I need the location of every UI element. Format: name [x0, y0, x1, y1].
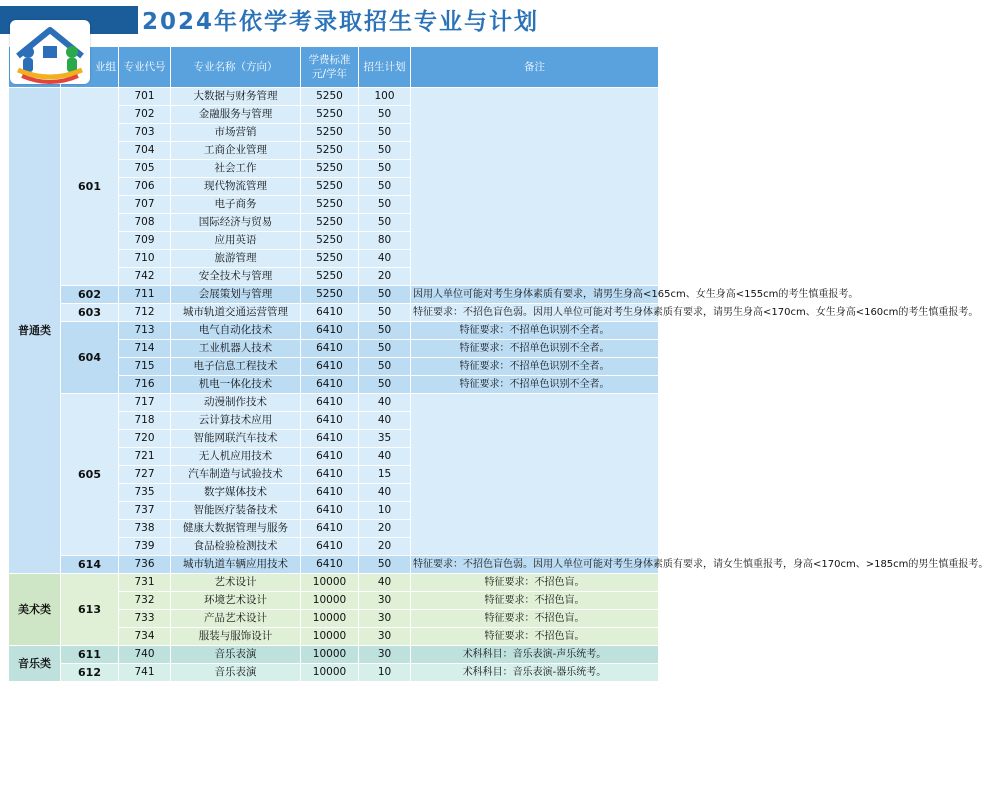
cell-code: 716 [119, 376, 171, 394]
cell-plan: 30 [359, 592, 411, 610]
cell-fee: 6410 [301, 502, 359, 520]
cell-plan: 20 [359, 268, 411, 286]
cell-plan: 50 [359, 124, 411, 142]
cell-fee: 6410 [301, 538, 359, 556]
cell-code: 706 [119, 178, 171, 196]
cell-code: 733 [119, 610, 171, 628]
cell-fee: 5250 [301, 250, 359, 268]
cell-code: 711 [119, 286, 171, 304]
cell-code: 720 [119, 430, 171, 448]
cell-note [411, 88, 659, 286]
cell-name: 机电一体化技术 [171, 376, 301, 394]
header-name: 专业名称（方向） [171, 47, 301, 88]
cell-note [411, 394, 659, 556]
cell-fee: 6410 [301, 340, 359, 358]
cell-fee: 6410 [301, 520, 359, 538]
cell-fee: 5250 [301, 88, 359, 106]
header-fee: 学费标准 元/学年 [301, 47, 359, 88]
cell-code: 709 [119, 232, 171, 250]
table-row [9, 646, 659, 664]
cell-plan: 50 [359, 340, 411, 358]
cell-code: 712 [119, 304, 171, 322]
cell-code: 740 [119, 646, 171, 664]
table-row [9, 88, 659, 106]
group-614: 614 [61, 556, 119, 574]
cell-note: 特征要求：不招单色识别不全者。 [411, 322, 659, 340]
cell-name: 应用英语 [171, 232, 301, 250]
cell-note: 特征要求：不招色盲。 [411, 592, 659, 610]
cell-note: 特征要求：不招色盲色弱。因用人单位可能对考生身体素质有要求，请女生慎重报考，身高<170cm、>185cm的男生慎重报考。 [411, 556, 659, 574]
cell-name: 艺术设计 [171, 574, 301, 592]
cell-plan: 40 [359, 448, 411, 466]
cell-plan: 50 [359, 286, 411, 304]
cell-name: 服装与服饰设计 [171, 628, 301, 646]
cell-name: 电子商务 [171, 196, 301, 214]
cell-code: 718 [119, 412, 171, 430]
cell-note: 特征要求：不招色盲色弱。因用人单位可能对考生身体素质有要求，请男生身高<170cm、女生身高<160cm的考生慎重报考。 [411, 304, 659, 322]
cell-plan: 100 [359, 88, 411, 106]
cell-note: 特征要求：不招单色识别不全者。 [411, 376, 659, 394]
table-row [9, 286, 659, 304]
cell-name: 市场营销 [171, 124, 301, 142]
cell-name: 云计算技术应用 [171, 412, 301, 430]
cell-plan: 30 [359, 628, 411, 646]
cell-name: 音乐表演 [171, 664, 301, 682]
cell-plan: 15 [359, 466, 411, 484]
group-611: 611 [61, 646, 119, 664]
cell-name: 动漫制作技术 [171, 394, 301, 412]
header-plan: 招生计划 [359, 47, 411, 88]
cell-code: 739 [119, 538, 171, 556]
cell-name: 城市轨道车辆应用技术 [171, 556, 301, 574]
table-header-row [9, 47, 659, 88]
cell-code: 736 [119, 556, 171, 574]
cell-name: 汽车制造与试验技术 [171, 466, 301, 484]
group-601: 601 [61, 88, 119, 286]
cell-fee: 5250 [301, 214, 359, 232]
cell-code: 738 [119, 520, 171, 538]
cell-plan: 50 [359, 142, 411, 160]
cell-plan: 20 [359, 538, 411, 556]
category-art: 美术类 [9, 574, 61, 646]
cell-name: 城市轨道交通运营管理 [171, 304, 301, 322]
cell-name: 音乐表演 [171, 646, 301, 664]
cell-plan: 10 [359, 664, 411, 682]
cell-plan: 40 [359, 574, 411, 592]
cell-code: 703 [119, 124, 171, 142]
cell-plan: 50 [359, 196, 411, 214]
cell-name: 国际经济与贸易 [171, 214, 301, 232]
cell-fee: 5250 [301, 268, 359, 286]
cell-name: 工业机器人技术 [171, 340, 301, 358]
cell-name: 电气自动化技术 [171, 322, 301, 340]
cell-plan: 30 [359, 646, 411, 664]
cell-plan: 80 [359, 232, 411, 250]
cell-note: 特征要求：不招色盲。 [411, 610, 659, 628]
cell-note: 特征要求：不招色盲。 [411, 574, 659, 592]
group-613: 613 [61, 574, 119, 646]
category-music: 音乐类 [9, 646, 61, 682]
cell-name: 安全技术与管理 [171, 268, 301, 286]
cell-fee: 5250 [301, 178, 359, 196]
group-605: 605 [61, 394, 119, 556]
cell-name: 食品检验检测技术 [171, 538, 301, 556]
cell-name: 旅游管理 [171, 250, 301, 268]
cell-code: 737 [119, 502, 171, 520]
cell-name: 智能网联汽车技术 [171, 430, 301, 448]
cell-name: 工商企业管理 [171, 142, 301, 160]
cell-code: 704 [119, 142, 171, 160]
cell-note: 术科科目：音乐表演-声乐统考。 [411, 646, 659, 664]
cell-plan: 50 [359, 106, 411, 124]
cell-code: 702 [119, 106, 171, 124]
cell-name: 产品艺术设计 [171, 610, 301, 628]
table-row [9, 304, 659, 322]
cell-code: 727 [119, 466, 171, 484]
cell-code: 742 [119, 268, 171, 286]
cell-code: 705 [119, 160, 171, 178]
cell-name: 大数据与财务管理 [171, 88, 301, 106]
cell-fee: 6410 [301, 304, 359, 322]
cell-fee: 10000 [301, 646, 359, 664]
cell-fee: 6410 [301, 376, 359, 394]
cell-fee: 6410 [301, 484, 359, 502]
cell-fee: 5250 [301, 124, 359, 142]
group-604: 604 [61, 322, 119, 394]
cell-code: 717 [119, 394, 171, 412]
cell-fee: 5250 [301, 106, 359, 124]
cell-plan: 50 [359, 214, 411, 232]
cell-code: 731 [119, 574, 171, 592]
admission-plan-table [8, 46, 988, 682]
cell-fee: 6410 [301, 430, 359, 448]
cell-code: 707 [119, 196, 171, 214]
cell-name: 金融服务与管理 [171, 106, 301, 124]
table-row [9, 556, 659, 574]
cell-plan: 50 [359, 358, 411, 376]
cell-fee: 10000 [301, 664, 359, 682]
table-row [9, 664, 659, 682]
cell-plan: 50 [359, 376, 411, 394]
cell-code: 735 [119, 484, 171, 502]
header-code: 专业代号 [119, 47, 171, 88]
cell-plan: 50 [359, 160, 411, 178]
cell-fee: 5250 [301, 142, 359, 160]
cell-name: 电子信息工程技术 [171, 358, 301, 376]
cell-fee: 10000 [301, 574, 359, 592]
cell-note: 特征要求：不招单色识别不全者。 [411, 358, 659, 376]
category-general: 普通类 [9, 88, 61, 574]
cell-plan: 50 [359, 556, 411, 574]
cell-fee: 5250 [301, 286, 359, 304]
cell-note: 术科科目：音乐表演-器乐统考。 [411, 664, 659, 682]
cell-fee: 10000 [301, 628, 359, 646]
page-title: 2024年依学考录取招生专业与计划 [142, 9, 540, 35]
cell-fee: 6410 [301, 394, 359, 412]
cell-plan: 30 [359, 610, 411, 628]
cell-plan: 40 [359, 484, 411, 502]
cell-name: 环境艺术设计 [171, 592, 301, 610]
cell-note: 特征要求：不招单色识别不全者。 [411, 340, 659, 358]
table-row [9, 394, 659, 412]
cell-name: 智能医疗装备技术 [171, 502, 301, 520]
cell-code: 734 [119, 628, 171, 646]
cell-code: 714 [119, 340, 171, 358]
cell-fee: 6410 [301, 412, 359, 430]
cell-fee: 6410 [301, 556, 359, 574]
cell-name: 会展策划与管理 [171, 286, 301, 304]
cell-plan: 40 [359, 394, 411, 412]
cell-fee: 10000 [301, 592, 359, 610]
header-band [0, 0, 663, 42]
house-people-logo-icon [10, 20, 90, 84]
cell-fee: 5250 [301, 232, 359, 250]
cell-code: 701 [119, 88, 171, 106]
cell-fee: 5250 [301, 160, 359, 178]
cell-code: 741 [119, 664, 171, 682]
cell-plan: 40 [359, 412, 411, 430]
cell-name: 数字媒体技术 [171, 484, 301, 502]
table-row [9, 574, 659, 592]
group-603: 603 [61, 304, 119, 322]
header-group: 业组 [61, 47, 119, 88]
cell-fee: 6410 [301, 322, 359, 340]
cell-name: 健康大数据管理与服务 [171, 520, 301, 538]
cell-plan: 50 [359, 304, 411, 322]
cell-code: 721 [119, 448, 171, 466]
cell-fee: 5250 [301, 196, 359, 214]
cell-code: 713 [119, 322, 171, 340]
cell-plan: 50 [359, 322, 411, 340]
table-row [9, 322, 659, 340]
cell-fee: 6410 [301, 358, 359, 376]
cell-note: 因用人单位可能对考生身体素质有要求，请男生身高<165cm、女生身高<155cm的考生慎重报考。 [411, 286, 659, 304]
cell-plan: 40 [359, 250, 411, 268]
cell-code: 715 [119, 358, 171, 376]
cell-fee: 6410 [301, 448, 359, 466]
cell-name: 社会工作 [171, 160, 301, 178]
cell-plan: 50 [359, 178, 411, 196]
header-note: 备注 [411, 47, 659, 88]
cell-code: 732 [119, 592, 171, 610]
cell-code: 710 [119, 250, 171, 268]
cell-fee: 10000 [301, 610, 359, 628]
cell-plan: 10 [359, 502, 411, 520]
cell-note: 特征要求：不招色盲。 [411, 628, 659, 646]
group-602: 602 [61, 286, 119, 304]
cell-plan: 20 [359, 520, 411, 538]
cell-code: 708 [119, 214, 171, 232]
cell-fee: 6410 [301, 466, 359, 484]
cell-plan: 35 [359, 430, 411, 448]
group-612: 612 [61, 664, 119, 682]
cell-name: 现代物流管理 [171, 178, 301, 196]
cell-name: 无人机应用技术 [171, 448, 301, 466]
